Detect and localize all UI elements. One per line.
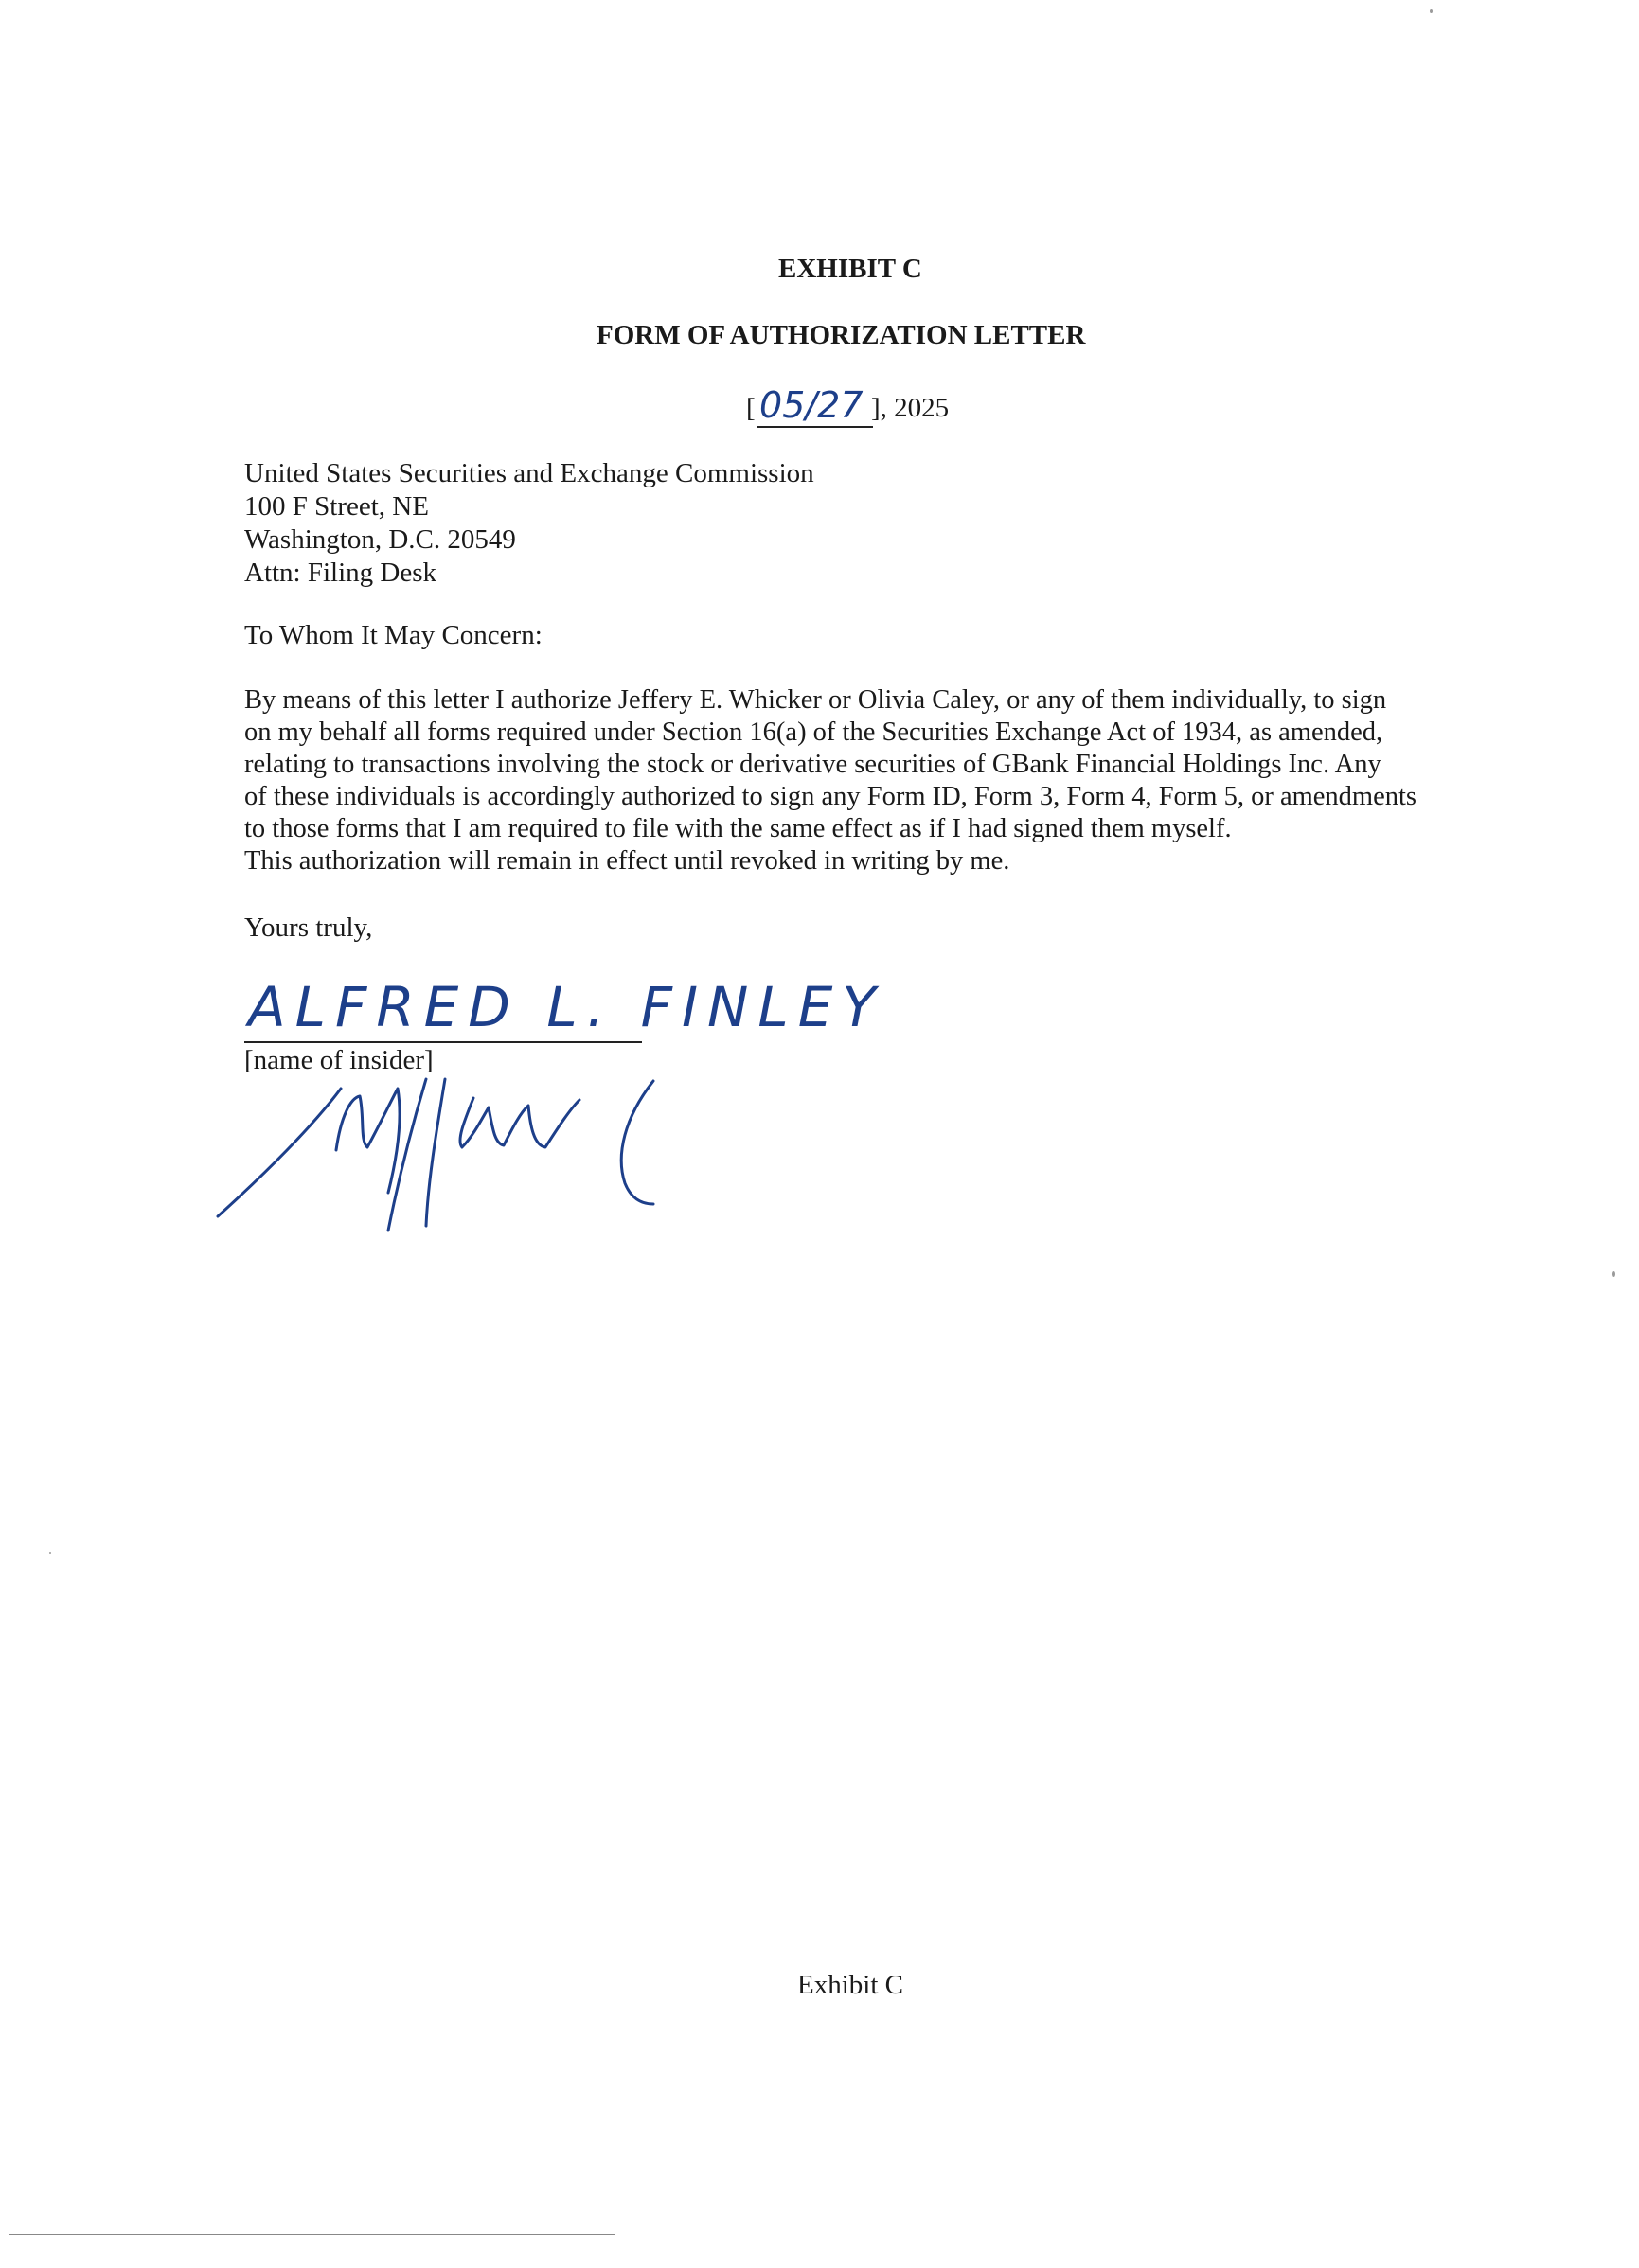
handwritten-date: 05/27 [759, 384, 864, 426]
scan-speck [1430, 9, 1433, 13]
body-line: of these individuals is accordingly authorized to sign any Form ID, Form 3, Form 4, Form 5, or amendments [244, 782, 1416, 811]
address-line-1: United States Securities and Exchange Commission [244, 458, 814, 488]
handwritten-name: ALFRED L. FINLEY [248, 975, 885, 1039]
page-footer: Exhibit C [797, 1970, 903, 2000]
address-line-2: 100 F Street, NE [244, 491, 429, 522]
body-line: This authorization will remain in effect until revoked in writing by me. [244, 846, 1010, 876]
form-title: FORM OF AUTHORIZATION LETTER [597, 320, 1086, 350]
scan-speck [1612, 1271, 1615, 1277]
body-line: relating to transactions involving the stock or derivative securities of GBank Financial Holdings Inc. Any [244, 750, 1381, 779]
signature-line [244, 1041, 642, 1043]
date-suffix: ], 2025 [871, 393, 950, 423]
exhibit-heading: EXHIBIT C [778, 254, 922, 284]
body-line: By means of this letter I authorize Jeffery E. Whicker or Olivia Caley, or any of them individually, to sign [244, 685, 1387, 715]
address-line-3: Washington, D.C. 20549 [244, 524, 516, 555]
date-line [746, 384, 973, 432]
salutation: To Whom It May Concern: [244, 620, 543, 650]
date-underline [757, 426, 873, 428]
date-open-bracket: [ [746, 393, 756, 423]
scan-edge-line [9, 2234, 615, 2235]
body-line: to those forms that I am required to file with the same effect as if I had signed them myself. [244, 814, 1232, 843]
signature-image [208, 1060, 720, 1249]
closing: Yours truly, [244, 913, 373, 943]
scan-speck [49, 1552, 51, 1554]
signature-caption: [name of insider] [244, 1045, 434, 1075]
address-line-4: Attn: Filing Desk [244, 558, 437, 588]
body-line: on my behalf all forms required under Section 16(a) of the Securities Exchange Act of 1934, as amended, [244, 718, 1383, 747]
